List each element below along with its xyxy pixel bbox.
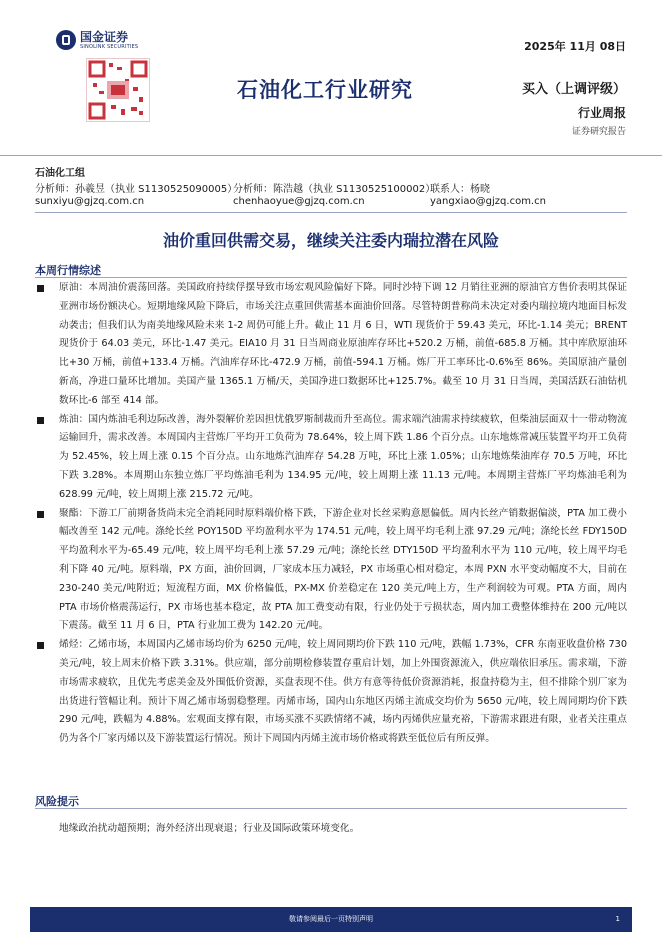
- logo-name-cn: 国金证券: [80, 29, 129, 44]
- report-series: 证券研究报告: [571, 127, 626, 137]
- logo-name-en: SINOLINK SECURITIES: [80, 43, 139, 50]
- bullet-square-icon: [37, 642, 44, 649]
- analyst-2-email[interactable]: chenhaoyue@gjzq.com.cn: [233, 196, 365, 207]
- report-title: 石油化工行业研究: [237, 78, 413, 102]
- bullet-refining: [35, 411, 627, 505]
- contact-email[interactable]: yangxiao@gjzq.com.cn: [430, 196, 546, 207]
- sector-group: 石油化工组: [35, 168, 85, 179]
- weekly-review-list: [35, 279, 627, 749]
- header-divider: [0, 155, 662, 156]
- report-date: 2025年 11月 08日: [524, 40, 626, 53]
- report-type: 行业周报: [577, 106, 626, 120]
- bullet-square-icon: [37, 511, 44, 518]
- analyst-1: 分析师：孙羲昱（执业 S1130525090005）: [35, 184, 238, 195]
- bullet-text: 聚酯：下游工厂前期备货尚未完全消耗同时原料端价格下跌，下游企业对长丝采购意愿偏低。周内长丝产销数据偏淡，PTA 加工费小幅改善至 142 元/吨。涤纶长丝 POY150D 平均盈利水平为 174.51 元/吨，较上周平均毛利上涨 97.29 元/吨；涤纶长丝 FDY150D 平均盈利水平为-65.49 元/吨，较上周平均毛利上涨 57.29 元/吨；涤纶长丝 DTY150D 平均盈利水平为 110 元/吨，较上周平均毛利下降 40 元/吨。原料端，PX 方面，油价回调，厂家成本压力减轻，PX 市场重心相对稳定，本周 PXN 水平变动幅度不大，目前在 230-240 美元/吨附近；短流程方面，MX 价格偏低，PX-MX 价差稳定在 120 美元/吨上方，生产利润较为可观。PTA 方面，周内 PTA 市场价格震荡运行，PX 市场也基本稳定，故 PTA 加工费变动有限，行业仍处于亏损状态，周内加工费整体维持在 200 元/吨以下震荡。截至 11 月 6 日，PTA 行业加工费为 142.20 元/吨。: [59, 507, 627, 632]
- bullet-text: 烯烃：乙烯市场，本周国内乙烯市场均价为 6250 元/吨，较上周同期均价下跌 110 元/吨，跌幅 1.73%，CFR 东南亚收盘价格 730 美元/吨，较上周末价格下跌 3.31%。供应端，部分前期检修装置存重启计划，加上外围资源流入，供应端依旧承压。需求端，下游市场需求疲软，且优先考虑美金及外围低价资源，买盘表现不佳。供方有意等待低价资源消耗，报盘持稳为主，但不排除个别厂家为出货进行管幅让利。预计下周乙烯市场弱稳整理。丙烯市场，国内山东地区丙烯主流成交均价为 5650 元/吨，较上周同期均价下跌 290 元/吨，跌幅为 4.88%。宏观面支撑有限，市场买涨不买跌情绪不减，场内丙烯供应量充裕，下游需求跟进有限，业者关注重点仍为各个厂家丙烯以及下游装置运行情况。预计下周国内丙烯主流市场价格或将跌至低位后有所反弹。: [59, 639, 627, 745]
- qr-code-icon: [86, 58, 150, 122]
- logo-icon: [56, 30, 76, 50]
- bullet-text: 原油：本周油价震荡回落。美国政府持续俘摆导致市场宏观风险偏好下降。同时沙特下调 12 月销往亚洲的原油官方售价表明其保证亚洲市场份额决心。短期地缘风险下降后，市场关注点重回供需基本面油价回落。尽管特朗普称尚未决定对委内瑞拉境内地面目标发动袭击；但我们认为南美地缘风险未来 1-2 周仍可能上升。截止 11 月 6 日，WTI 现货价于 59.43 美元，环比-1.14 美元；BRENT 现货价于 64.03 美元，环比-1.47 美元。EIA10 月 31 日当周商业原油库存环比+520.2 万桶，前值-685.8 万桶。其中库欣原油环比+30 万桶，前值+133.4 万桶。汽油库存环比-472.9 万桶，前值-594.1 万桶。炼厂开工率环比-0.6%至 86%。美国原油产量创新高，净进口量环比增加。美国产量 1365.1 万桶/天，美国净进口数据环比+125.7%。截至 10 月 31 日当周，美国活跃石油钻机数环比-6 部至 414 部。: [59, 282, 627, 406]
- section-title-risk: 风险提示: [35, 795, 79, 808]
- bullet-text: 炼油：国内炼油毛利边际改善，海外裂解价差因担忧俄罗斯制裁而升至高位。需求端汽油需求持续疲软，但柴油层面双十一带动物流运输回升，需求改善。本周国内主营炼厂平均开工负荷为 78.64%，较上周下跌 1.86 个百分点。山东地炼常减压装置平均开工负荷为 52.45%，较上周上涨 0.15 个百分点。山东地炼汽油库存 54.28 万吨，环比上涨 1.05%；山东地炼柴油库存 70.5 万吨，环比下跌 3.28%。本周期山东独立炼厂平均炼油毛利为 134.95 元/吨，较上周期上涨 11.13 元/吨。本周期主营炼厂平均炼油毛利为 628.99 元/吨，较上周期上涨 215.72 元/吨。: [59, 413, 627, 500]
- report-header: [0, 0, 662, 150]
- company-logo: [56, 30, 138, 50]
- bullet-square-icon: [37, 417, 44, 424]
- footer-disclaimer[interactable]: 敬请参阅最后一页特别声明: [289, 915, 373, 923]
- risk-text: 地缘政治扰动超预期；海外经济出现衰退；行业及国际政策环境变化。: [59, 823, 360, 834]
- page-footer: [30, 907, 632, 932]
- section-divider-weekly: [35, 277, 627, 278]
- bullet-olefins: [35, 636, 627, 749]
- bullet-square-icon: [37, 285, 44, 292]
- section-title-weekly: 本周行情综述: [35, 264, 101, 277]
- contact-person: 联系人：杨晓: [430, 184, 490, 195]
- investment-rating: 买入（上调评级）: [521, 82, 626, 97]
- bullet-polyester: [35, 505, 627, 637]
- analyst-2: 分析师：陈浩越（执业 S1130525100002）: [233, 184, 436, 195]
- report-headline: 油价重回供需交易，继续关注委内瑞拉潜在风险: [162, 231, 499, 250]
- page-number: 1: [615, 915, 620, 923]
- authors-divider: [35, 212, 627, 213]
- analyst-1-email[interactable]: sunxiyu@gjzq.com.cn: [35, 196, 145, 207]
- bullet-crude-oil: [35, 279, 627, 411]
- section-divider-risk: [35, 808, 627, 809]
